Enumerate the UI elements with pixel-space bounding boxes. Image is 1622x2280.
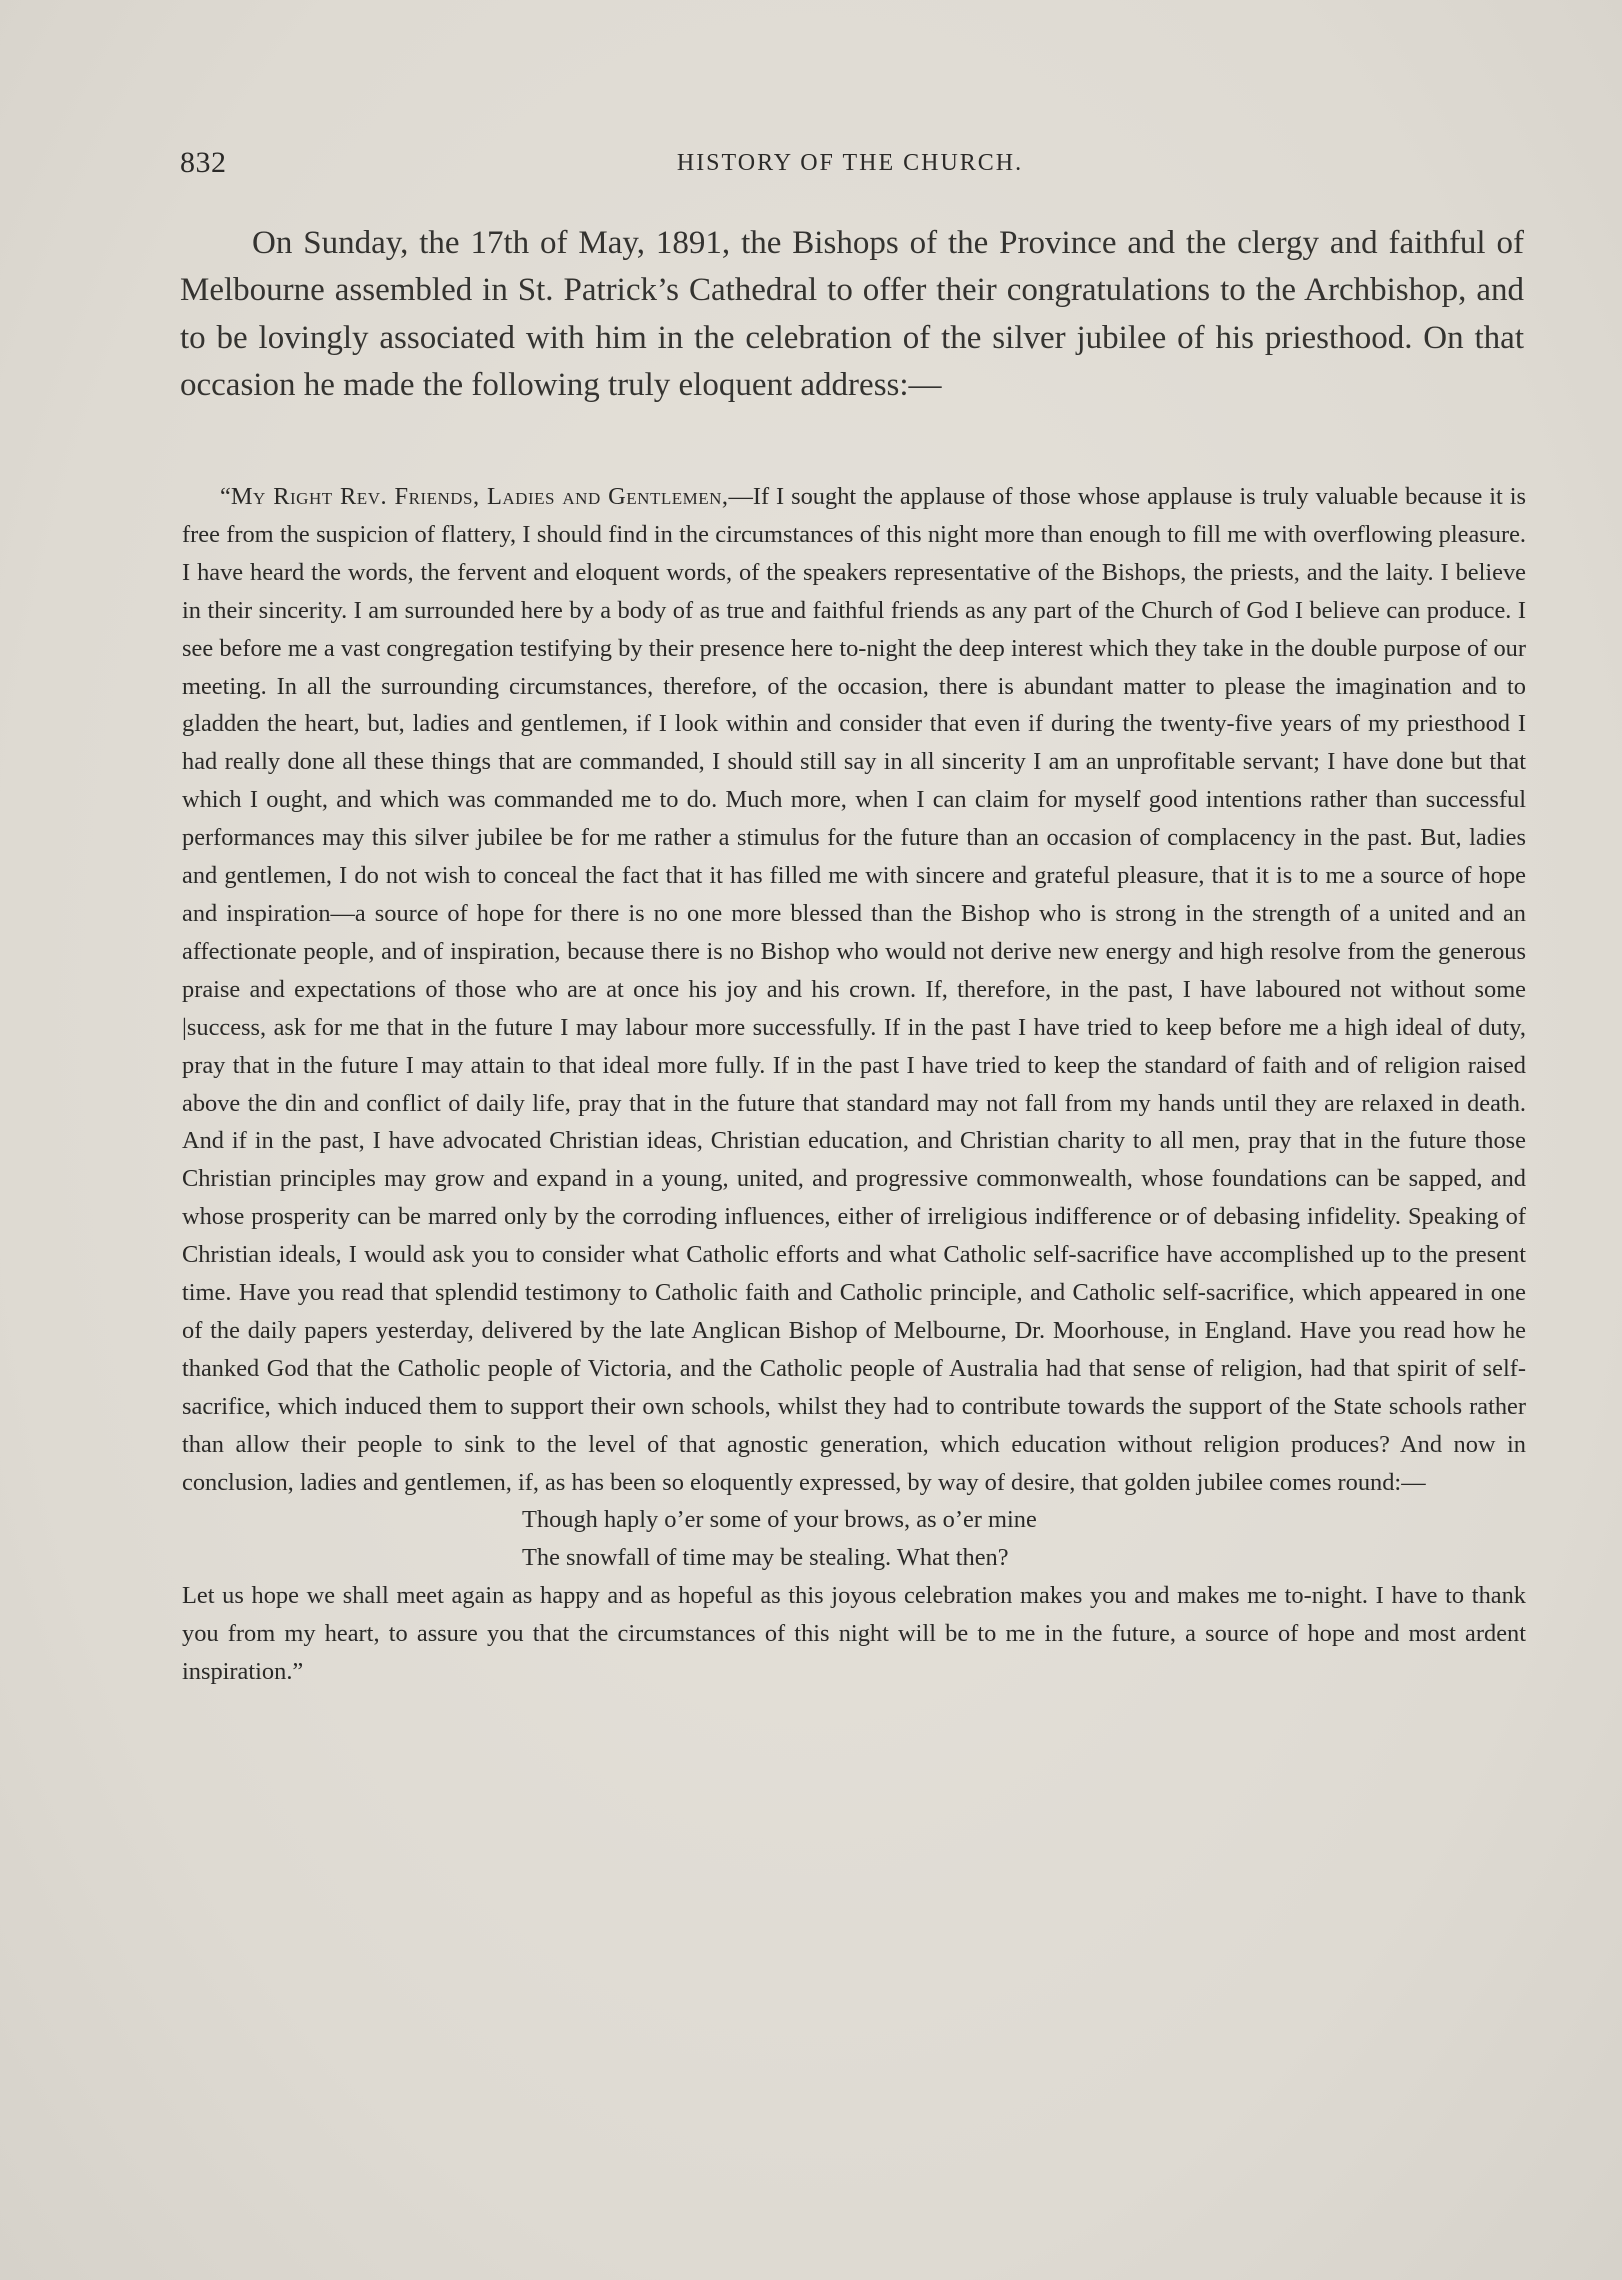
- intro-paragraph: On Sunday, the 17th of May, 1891, the Bishops of the Province and the clergy and faithful of Melbourne assembled in St. Patrick’s Cathedral to offer their congratulations to the Archbishop, and to be lovingly associated with him in the celebration of the silver jubilee of his priesthood. On that occasion he made the following truly eloquent address:—: [180, 225, 1524, 404]
- address-block: [182, 478, 1526, 1691]
- page-number: 832: [180, 146, 227, 179]
- running-title: HISTORY OF THE CHURCH.: [676, 150, 1024, 176]
- verse-line: The snowfall of time may be stealing. What then?: [522, 1544, 1009, 1572]
- address-body: —If I sought the applause of those whose applause is truly valuable because it is free from the suspicion of flattery, I should find in the circumstances of this night more than enough to fill me with overflowing pleasure. I have heard the words, the fervent and eloquent words, of the speakers representative of the Bishops, the priests, and the laity. I believe in their sincerity. I am surrounded here by a body of as true and faithful friends as any part of the Church of God I believe can produce. I see before me a vast congregation testifying by their presence here to-night the deep interest which they take in the double purpose of our meeting. In all the surrounding circumstances, therefore, of the occasion, there is abundant matter to please the imagination and to gladden the heart, but, ladies and gentlemen, if I look within and consider that even if during the twenty-five years of my priesthood I had really done all these things that are commanded, I should still say in all sincerity I am an unprofitable servant; I have done but that which I ought, and which was commanded me to do. Much more, when I can claim for myself good intentions rather than successful performances may this silver jubilee be for me rather a stimulus for the future than an occasion of complacency in the past. But, ladies and gentlemen, I do not wish to conceal the fact that it has filled me with sincere and grateful pleasure, that it is to me a source of hope and inspiration—a source of hope for there is no one more blessed than the Bishop who is strong in the strength of a united and an affectionate people, and of inspiration, because there is no Bishop who would not derive new energy and high resolve from the generous praise and expectations of those who are at once his joy and his crown. If, therefore, in the past, I have laboured not without some |success, ask for me that in the future I may labour more successfully. If in the past I have tried to keep before me a high ideal of duty, pray that in the future I may attain to that ideal more fully. If in the past I have tried to keep the standard of faith and of religion raised above the din and conflict of daily life, pray that in the future that standard may not fall from my hands until they are relaxed in death. And if in the past, I have advocated Christian ideas, Christian education, and Christian charity to all men, pray that in the future those Christian principles may grow and expand in a young, united, and progressive commonwealth, whose foundations can be sapped, and whose prosperity can be marred only by the corroding influences, either of irreligious indifference or of debasing infidelity. Speaking of Christian ideals, I would ask you to consider what Catholic efforts and what Catholic self-sacrifice have accomplished up to the present time. Have you read that splendid testimony to Catholic faith and Catholic principle, and Catholic self-sacrifice, which appeared in one of the daily papers yesterday, delivered by the late Anglican Bishop of Melbourne, Dr. Moorhouse, in England. Have you read how he thanked God that the Catholic people of Victoria, and the Catholic people of Australia had that sense of religion, had that spirit of self-sacrifice, which induced them to support their own schools, whilst they had to contribute towards the support of the State schools rather than allow their people to sink to the level of that agnostic generation, which education without religion produces? And now in conclusion, ladies and gentlemen, if, as has been so eloquently expressed, by way of desire, that golden jubilee comes round:—: [182, 483, 1527, 1496]
- page-header: [180, 146, 1520, 186]
- opening-quote: “: [220, 483, 231, 510]
- closing-paragraph: Let us hope we shall meet again as happy and as hopeful as this joyous celebration makes you and makes me to-night. I have to thank you from my heart, to assure you that the circumstances of this night will be to me in the future, a source of hope and most ardent inspiration.”: [182, 1582, 1526, 1686]
- verse-quote: [182, 1501, 1526, 1577]
- salutation: My Right Rev. Friends, Ladies and Gentlemen,: [230, 483, 729, 510]
- address-paragraph: [182, 478, 1526, 1501]
- verse-line: Though haply o’er some of your brows, as o’er mine: [522, 1506, 1037, 1534]
